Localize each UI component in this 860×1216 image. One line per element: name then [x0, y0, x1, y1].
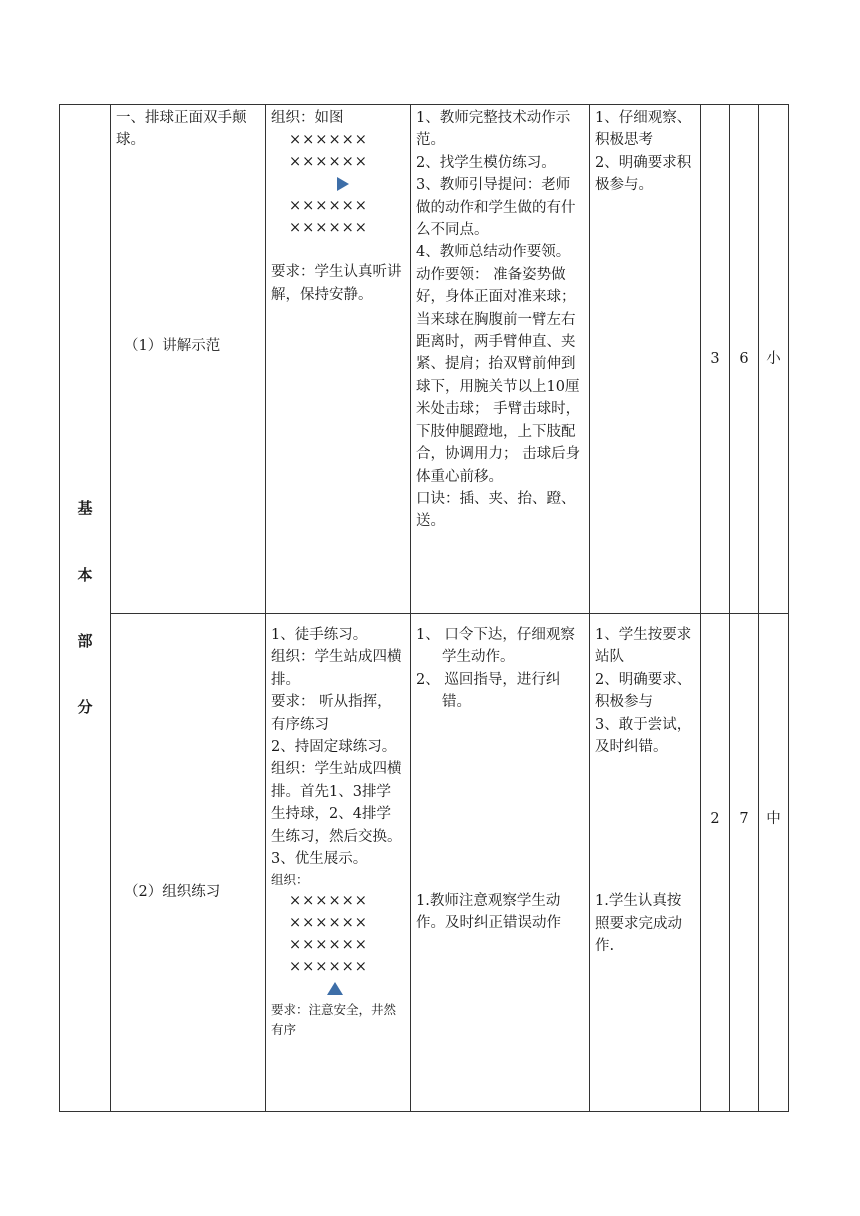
teacher-line: 动作要领： 准备姿势做好，身体正面对准来球；当来球在胸腹前一臂左右距离时，两手臂伸直、夹紧、提肩；抬双臂前伸到球下，用腕关节以上10厘米处击球； 手臂击球时，下肢伸腿蹬地，上下肢配合，协调用力； 击球后身体重心前移。	[416, 266, 581, 485]
teacher-line: 3、教师引导提问：老师做的动作和学生做的有什么不同点。	[416, 177, 576, 239]
teacher-list-item: 1、 口令下达，仔细观察学生动作。	[416, 627, 575, 666]
teacher-line: 4、教师总结动作要领。	[416, 244, 571, 261]
topic-sub: （2）组织练习	[124, 884, 221, 901]
formation-row: ××××××	[289, 893, 368, 910]
section-label-cell	[60, 105, 111, 1112]
intensity-cell: 小	[759, 105, 789, 614]
student-note: 1.学生认真按照要求完成动作.	[595, 893, 682, 955]
lesson-plan-table	[59, 104, 789, 1112]
org-line: 3、优生展示。	[271, 851, 368, 868]
org-title: 组织：如图	[271, 110, 344, 126]
formation-row: ××××××	[289, 132, 368, 149]
org-line: 要求： 听从指挥，有序练习	[271, 694, 392, 733]
org-line: 组织：学生站成四横排。	[271, 649, 402, 688]
teacher-line: 2、找学生模仿练习。	[416, 154, 556, 171]
org-line: 1、徒手练习。	[271, 627, 368, 643]
count-cell: 3	[701, 105, 730, 614]
time-cell: 7	[730, 614, 759, 1112]
topic-cell	[111, 105, 266, 614]
table-row-practice	[60, 614, 789, 1112]
org-requirement: 要求：注意安全，井然有序	[271, 1002, 397, 1038]
teacher-line: 口诀：插、夹、抬、蹬、送。	[416, 490, 576, 530]
formation-row: ××××××	[289, 915, 368, 932]
student-activity-cell	[590, 105, 701, 614]
topic-title: 一、排球正面双手颠球。	[116, 110, 247, 149]
teacher-activity-cell	[411, 105, 590, 614]
student-activity-cell	[590, 614, 701, 1112]
teacher-activity-cell	[411, 614, 590, 1112]
section-char: 基	[77, 499, 93, 518]
organization-cell	[266, 105, 411, 614]
teacher-line: 1、教师完整技术动作示范。	[416, 110, 571, 149]
org-requirement: 要求：学生认真听讲解，保持安静。	[271, 264, 402, 303]
organization-cell	[266, 614, 411, 1112]
formation-row: ××××××	[289, 154, 368, 171]
student-list-item: 1、学生按要求站队	[595, 627, 692, 666]
formation-row: ××××××	[289, 220, 368, 237]
intensity-cell: 中	[759, 614, 789, 1112]
topic-sub: （1）讲解示范	[124, 337, 221, 354]
up-triangle-icon	[327, 982, 343, 995]
play-triangle-icon	[337, 177, 349, 191]
table-row-demo	[60, 105, 789, 614]
formation-row: ××××××	[289, 198, 368, 215]
teacher-list-item: 2、 巡回指导，进行纠错。	[416, 671, 561, 711]
section-char: 本	[77, 565, 93, 584]
org-line: 组织：学生站成四横排。首先1、3排学生持球，2、4排学生练习，然后交换。	[271, 761, 402, 845]
org-line: 2、持固定球练习。	[271, 739, 397, 756]
topic-cell	[111, 614, 266, 1112]
formation-row: ××××××	[289, 959, 368, 976]
section-char: 部	[77, 632, 93, 650]
student-list-item: 3、敢于尝试，及时纠错。	[595, 716, 692, 756]
student-line: 1、仔细观察、积极思考	[595, 110, 692, 149]
org-label: 组织：	[271, 872, 309, 888]
count-cell: 2	[701, 614, 730, 1112]
teacher-note: 1.教师注意观察学生动作。及时纠正错误动作	[416, 892, 561, 932]
section-label	[65, 497, 105, 719]
formation-row: ××××××	[289, 937, 368, 954]
student-line: 2、明确要求积极参与。	[595, 154, 692, 194]
time-cell: 6	[730, 105, 759, 614]
student-list-item: 2、明确要求、积极参与	[595, 671, 692, 711]
section-char: 分	[77, 698, 93, 717]
